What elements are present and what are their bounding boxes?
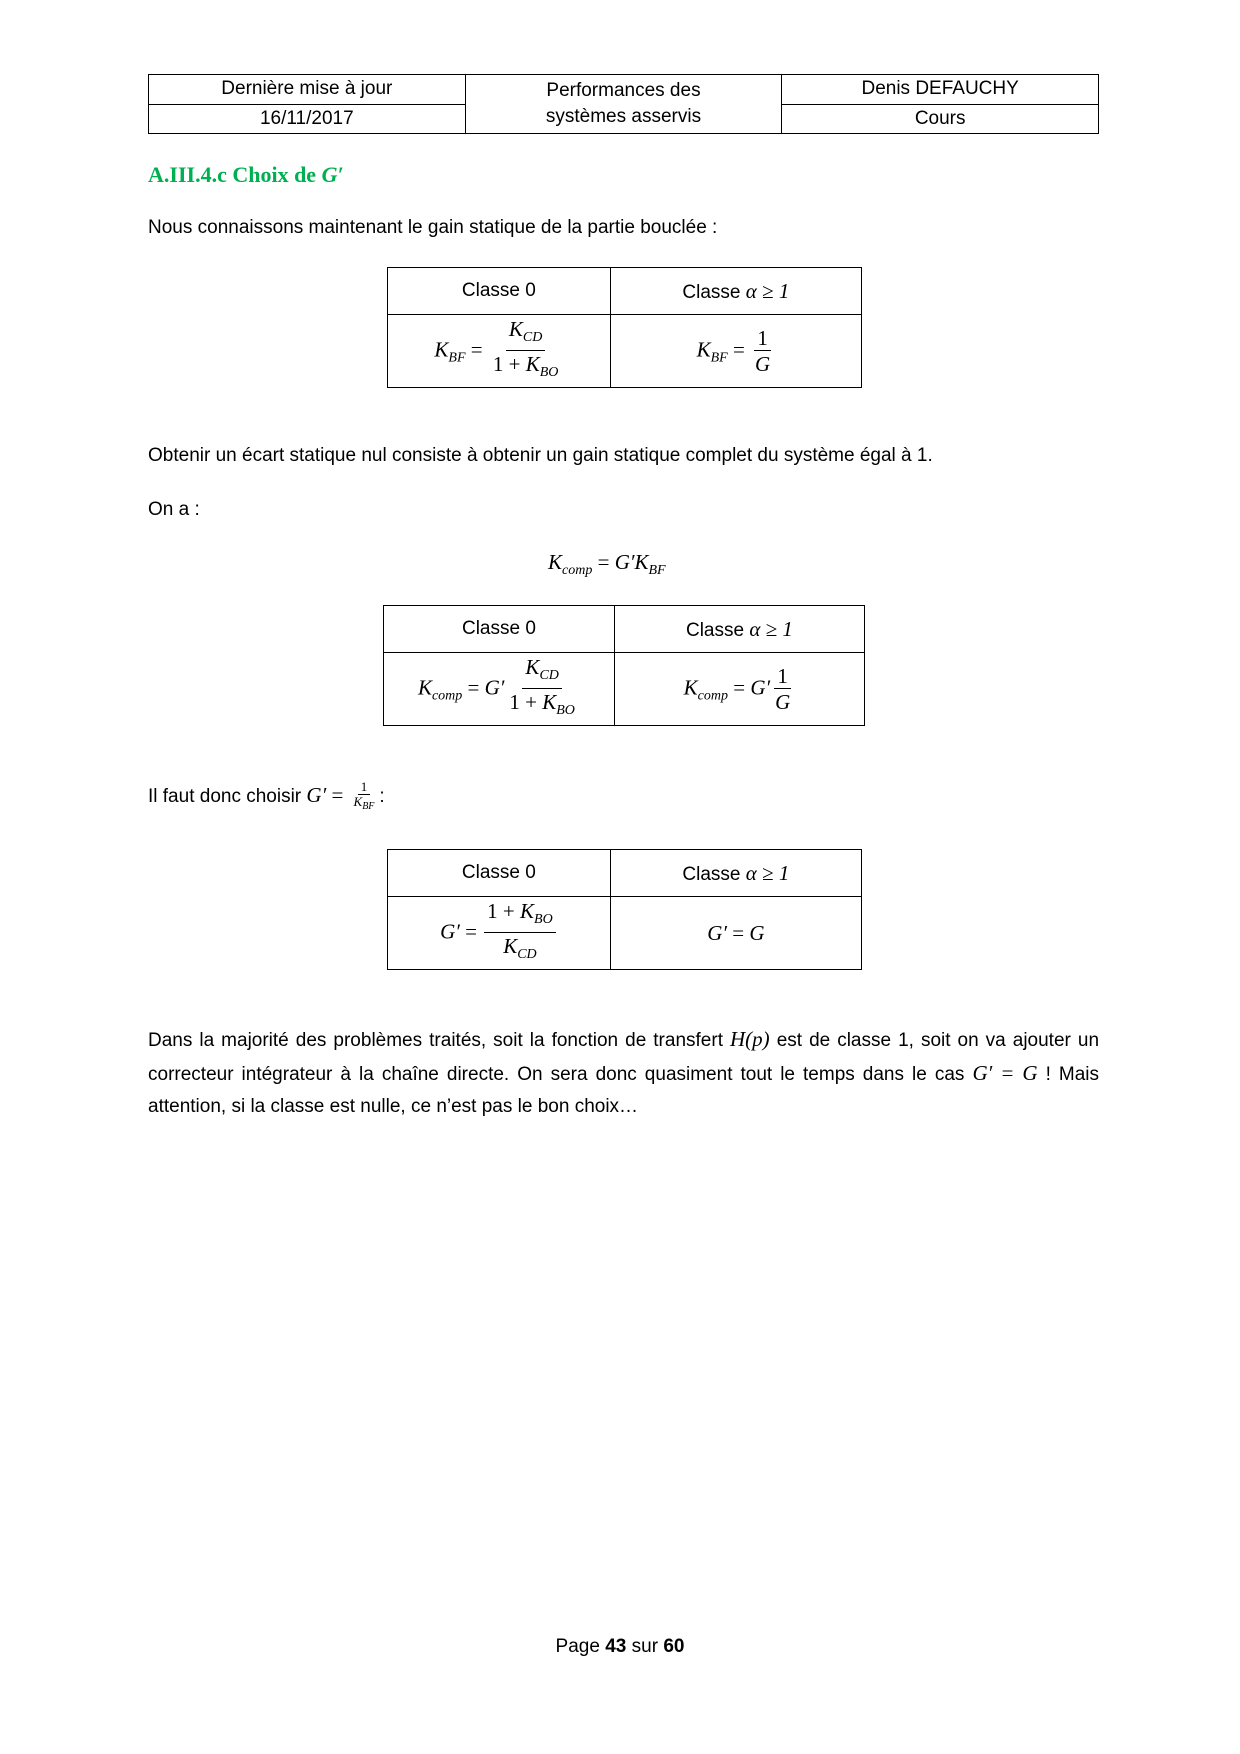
date: 16/11/2017 <box>149 104 466 134</box>
kcomp-equation: $K_{comp} = G'K_{BF}$ <box>548 550 666 578</box>
header-class-alpha: Classe α ≥ 1 <box>610 268 861 315</box>
header-class0: Classe 0 <box>388 268 611 315</box>
course-title: Performances des systèmes asservis <box>465 75 782 134</box>
paragraph-goal: Obtenir un écart statique nul consiste à obtenir un gain statique complet du système égal à 1. <box>148 445 933 466</box>
page-footer: Page 43 sur 60 <box>555 1636 685 1657</box>
kbf-class1-formula: $K_{BF}$ = $\frac{1}{G}$ <box>610 315 861 388</box>
doc-type: Cours <box>782 104 1099 134</box>
gprime-class1-formula: G′ = G <box>610 897 861 970</box>
kcomp-class0-formula: $K_{comp} = G'$ $\frac{K_{CD}}{1 + K_{BO}}$ <box>384 653 615 726</box>
kbf-class0-formula: $K_{BF}$ = $\frac{K_{CD}}{1 + K_{BO}}$ <box>388 315 611 388</box>
kbf-table <box>387 267 862 388</box>
header-class0: Classe 0 <box>384 606 615 653</box>
author: Denis DEFAUCHY <box>782 75 1099 105</box>
header-class0: Classe 0 <box>388 850 611 897</box>
updated-label: Dernière mise à jour <box>149 75 466 105</box>
gprime-class0-formula: G′ = $\frac{1 + K_{BO}}{K_{CD}}$ <box>388 897 611 970</box>
header-table <box>148 74 1099 134</box>
header-class-alpha: Classe α ≥ 1 <box>614 606 864 653</box>
kcomp-class1-formula: $K_{comp} = G'$ $\frac{1}{G}$ <box>614 653 864 726</box>
paragraph-choice: Il faut donc choisir G′ = $\frac{1}{K_{BF}}$ : <box>148 779 385 812</box>
paragraph-conclusion: Dans la majorité des problèmes traités, soit la fonction de transfert H(p) est de classe 1, soit on va ajouter un correcteur intégrateur à la chaîne directe. On sera donc quasiment tout le temps dans le cas G′ = G ! Mais attention, si la classe est nulle, ce n’est pas le bon choix… <box>148 1027 1100 1117</box>
section-title: A.III.4.c Choix de G′ <box>148 162 344 187</box>
header-class-alpha: Classe α ≥ 1 <box>610 850 861 897</box>
kcomp-table <box>383 605 865 726</box>
paragraph-on-a: On a : <box>148 499 200 520</box>
gprime-table <box>387 849 862 970</box>
paragraph-intro: Nous connaissons maintenant le gain statique de la partie bouclée : <box>148 217 718 238</box>
